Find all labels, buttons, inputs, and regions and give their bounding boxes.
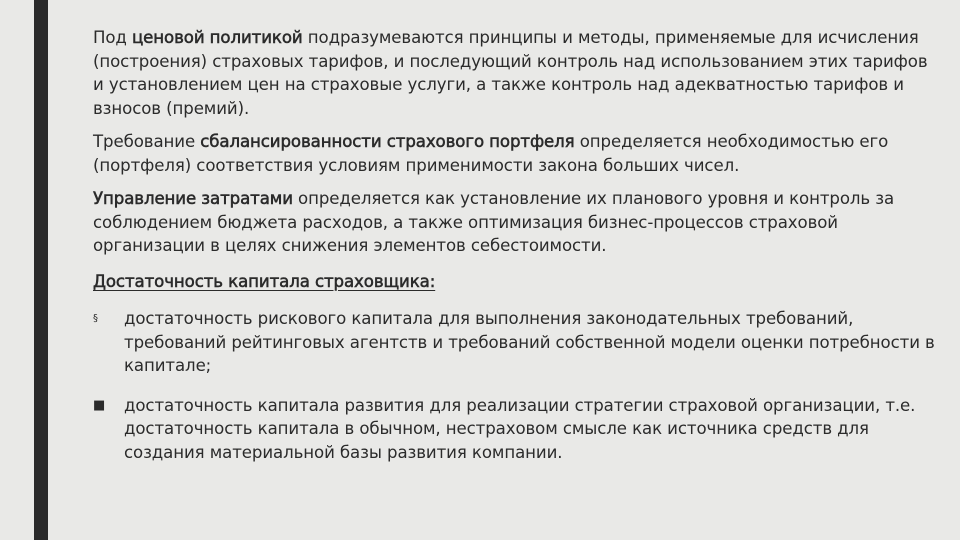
paragraph-portfolio-balance [93, 130, 938, 177]
paragraph-cost-management [93, 187, 938, 258]
p3-post: определяется как установление их планового уровня и контроль за соблюдением бюджета расходов, а также оптимизация бизнес-процессов страховой организации в целях снижения элементов себестоимости. [93, 189, 895, 255]
p1-pre: Под [93, 28, 132, 47]
paragraph-pricing-policy [93, 26, 938, 120]
term-pricing-policy: ценовой политикой [131, 28, 303, 47]
left-accent-bar [34, 0, 48, 540]
bullet-risk-capital [93, 307, 938, 378]
term-portfolio-balance: сбалансированности страхового портфеля [200, 132, 575, 151]
slide-content [93, 26, 938, 464]
term-cost-management: Управление затратами [93, 189, 293, 208]
p2-pre: Требование [93, 132, 201, 151]
bullet-development-capital-text: достаточность капитала развития для реализации стратегии страховой организации, т.е. достаточность капитала в обычном, нестраховом смысле как источника средств для создания материальной базы развития компании. [124, 395, 916, 462]
bullet-risk-capital-text: достаточность рискового капитала для выполнения законодательных требований, требований рейтинговых агентств и требований собственной модели оценки потребности в капитале; [124, 309, 935, 375]
section-sign-bullet-icon: § [93, 313, 98, 324]
square-bullet-icon: ■ [93, 397, 106, 413]
capital-adequacy-heading [93, 270, 938, 294]
capital-adequacy-heading-text: Достаточность капитала страховщика: [93, 271, 436, 291]
p2-post: определяется необходимостью его (портфеля) соответствия условиям применимости закона больших чисел. [93, 132, 889, 175]
p1-post: подразумеваются принципы и методы, применяемые для исчисления (построения) страховых тарифов, и последующий контроль над использованием этих тарифов и установлением цен на страховые услуги, а также контроль над адекватностью тарифов и взносов (премий). [93, 28, 928, 118]
bullet-development-capital [93, 394, 938, 465]
